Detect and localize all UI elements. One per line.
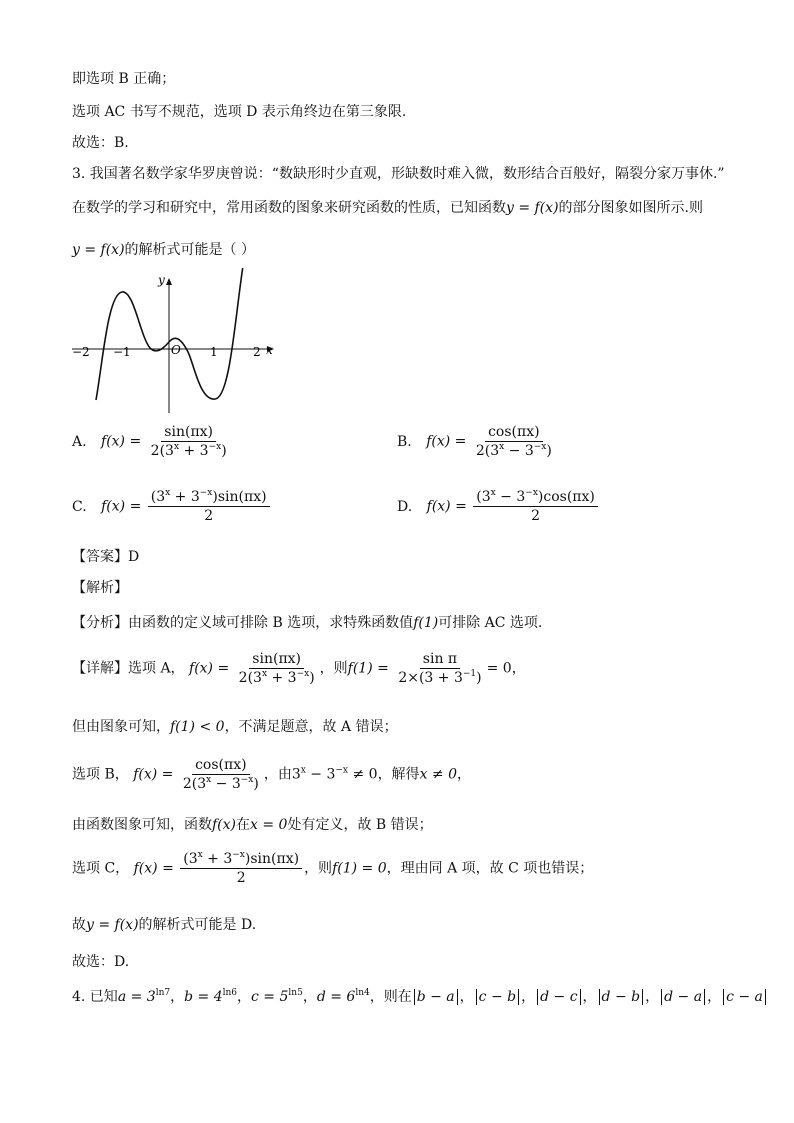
analysis-tag: 【解析】 (72, 580, 128, 596)
q3-stem-2-text: 在数学的学习和研究中，常用函数的图象来研究函数的性质，已知函数 (72, 200, 506, 216)
function-graph (70, 268, 280, 418)
tick-label: −1 (113, 345, 131, 359)
option-a-lhs: f(x) = (101, 433, 142, 450)
detail-a-lhs: f(x) = (189, 660, 230, 677)
detail-b-numerator: cos(πx) (192, 757, 249, 775)
option-c (72, 489, 272, 524)
detail-a-f1-fraction (395, 651, 484, 686)
option-a-numerator: sin(πx) (161, 424, 216, 442)
abs-expr: b − a (414, 989, 458, 1005)
detail-c-lhs: f(x) = (133, 860, 174, 877)
detail-b-line: 选项 B， f(x) = $\frac{\cos(\pi x)}{2(3^x - 3^{-x})}$ ，由$3^x - 3^{-x} \ne 0$，解得x ≠ 0， (72, 757, 471, 792)
detail-b-pre: 选项 B， (72, 766, 129, 783)
detail-line-6: 故y = f(x)的解析式可能是 D. (72, 917, 257, 933)
answer-value: D (128, 549, 140, 565)
detail-a-fraction (236, 651, 318, 686)
q3-stem-2-fx: y = f(x) (506, 200, 559, 216)
x-label: x (266, 343, 273, 357)
y-label: y (158, 273, 165, 287)
q3-stem-1: 3. 我国著名数学家华罗庚曾说：“数缺形时少直观，形缺数时难入微，数形结合百般好，隔裂分家万事休.” (72, 166, 725, 182)
y-axis-arrow (166, 278, 172, 285)
detail-a-line (72, 651, 526, 686)
detail-b-fraction (180, 757, 262, 792)
detail-c-numerator: $(3^x + 3^{-x})\sin(\pi x)$ (180, 851, 302, 869)
fenxi-tag: 【分析】 (72, 615, 128, 631)
q3-stem-3 (72, 241, 255, 259)
abs-expr: d − a (661, 989, 705, 1005)
detail-line-7: 故选：D. (72, 954, 130, 970)
q4-stem: 4. 已知$a = 3^{ln7}$，$b = 4^{ln6}$，$c = 5^{ln5}$，$d = 6^{ln4}$，则在 b − a ， c − b ， d − c ， d − b ， d − a ， c − a (72, 988, 768, 1006)
detail-tag: 【详解】 (72, 660, 128, 677)
prev-line-1: 即选项 B 正确； (72, 71, 176, 87)
option-a-fraction (148, 424, 230, 459)
detail-c-line: 选项 C， f(x) = $\frac{(3^x + 3^{-x})\sin(\pi x)}{2}$ ，则f(1) = 0，理由同 A 项，故 C 项也错误； (72, 850, 594, 886)
option-a-label: A. (72, 433, 87, 450)
option-b-lhs: f(x) = (426, 433, 467, 450)
fenxi-line (72, 614, 542, 632)
option-c-lhs: f(x) = (101, 498, 142, 515)
tick-label: 2 (253, 345, 261, 359)
abs-expr: d − b (599, 989, 644, 1005)
detail-a-f1: f(1) = (347, 660, 389, 677)
answer-tag: 【答案】 (72, 549, 128, 565)
detail-a-end: = 0， (486, 660, 526, 677)
q3-stem-3-text: 的解析式可能是（ ） (124, 242, 255, 258)
option-d-label: D. (397, 498, 413, 515)
option-a (72, 424, 232, 459)
option-b-label: B. (397, 433, 412, 450)
option-d (397, 489, 600, 524)
detail-b-lhs: f(x) = (133, 766, 174, 783)
option-b-numerator: cos(πx) (485, 424, 542, 442)
detail-a-f1-denominator: $2\times(3 + 3^{-1})$ (398, 669, 482, 686)
detail-b-denominator: $2(3^x - 3^{-x})$ (182, 775, 259, 792)
detail-a-pre: 选项 A， (128, 660, 185, 677)
option-b-denominator: $2(3^x - 3^{-x})$ (475, 442, 552, 459)
option-b-fraction (473, 424, 555, 459)
detail-c-pre: 选项 C， (72, 860, 130, 877)
q3-stem-2-text-b: 的部分图象如图所示.则 (558, 200, 703, 216)
detail-c-fraction (180, 851, 302, 886)
fenxi-text-b: 可排除 AC 选项. (438, 615, 543, 631)
abs-expr: c − a (723, 989, 766, 1005)
detail-a-mid: ，则 (319, 660, 348, 677)
origin-label: O (171, 343, 181, 357)
option-d-denominator: 2 (531, 508, 541, 524)
q3-stem-2 (72, 199, 703, 217)
abs-expr: c − b (476, 989, 519, 1005)
option-d-fraction (473, 489, 598, 524)
fenxi-text: 由函数的定义域可排除 B 选项，求特殊函数值 (128, 615, 414, 631)
fenxi-f1: f(1) (413, 615, 439, 631)
option-c-fraction (148, 489, 270, 524)
detail-a-denominator: $2(3^x + 3^{-x})$ (238, 669, 315, 686)
option-c-label: C. (72, 498, 87, 515)
detail-line-2: 但由图象可知，f(1) < 0，不满足题意，故 A 错误； (72, 719, 398, 735)
answer-line (72, 548, 139, 566)
prev-line-3: 故选：B. (72, 135, 129, 151)
tick-label: −2 (72, 345, 90, 359)
option-d-numerator: $(3^x - 3^{-x})\cos(\pi x)$ (473, 489, 598, 507)
detail-a-numerator: sin(πx) (249, 651, 304, 669)
tick-label: 1 (210, 345, 218, 359)
option-c-denominator: 2 (204, 508, 214, 524)
q3-stem-3-fx: y = f(x) (72, 242, 125, 258)
option-b (397, 424, 557, 459)
detail-line-4: 由函数图象可知，函数f(x)在x = 0处有定义，故 B 错误； (72, 817, 433, 833)
detail-c-denominator: 2 (236, 870, 246, 886)
option-a-denominator: $2(3^x + 3^{-x})$ (150, 442, 227, 459)
detail-a-f1-numerator: sin π (420, 651, 460, 669)
option-d-lhs: f(x) = (426, 498, 467, 515)
abs-expr: d − c (537, 989, 580, 1005)
option-c-numerator: $(3^x + 3^{-x})\sin(\pi x)$ (148, 489, 270, 507)
prev-line-2: 选项 AC 书写不规范，选项 D 表示角终边在第三象限. (72, 104, 407, 120)
